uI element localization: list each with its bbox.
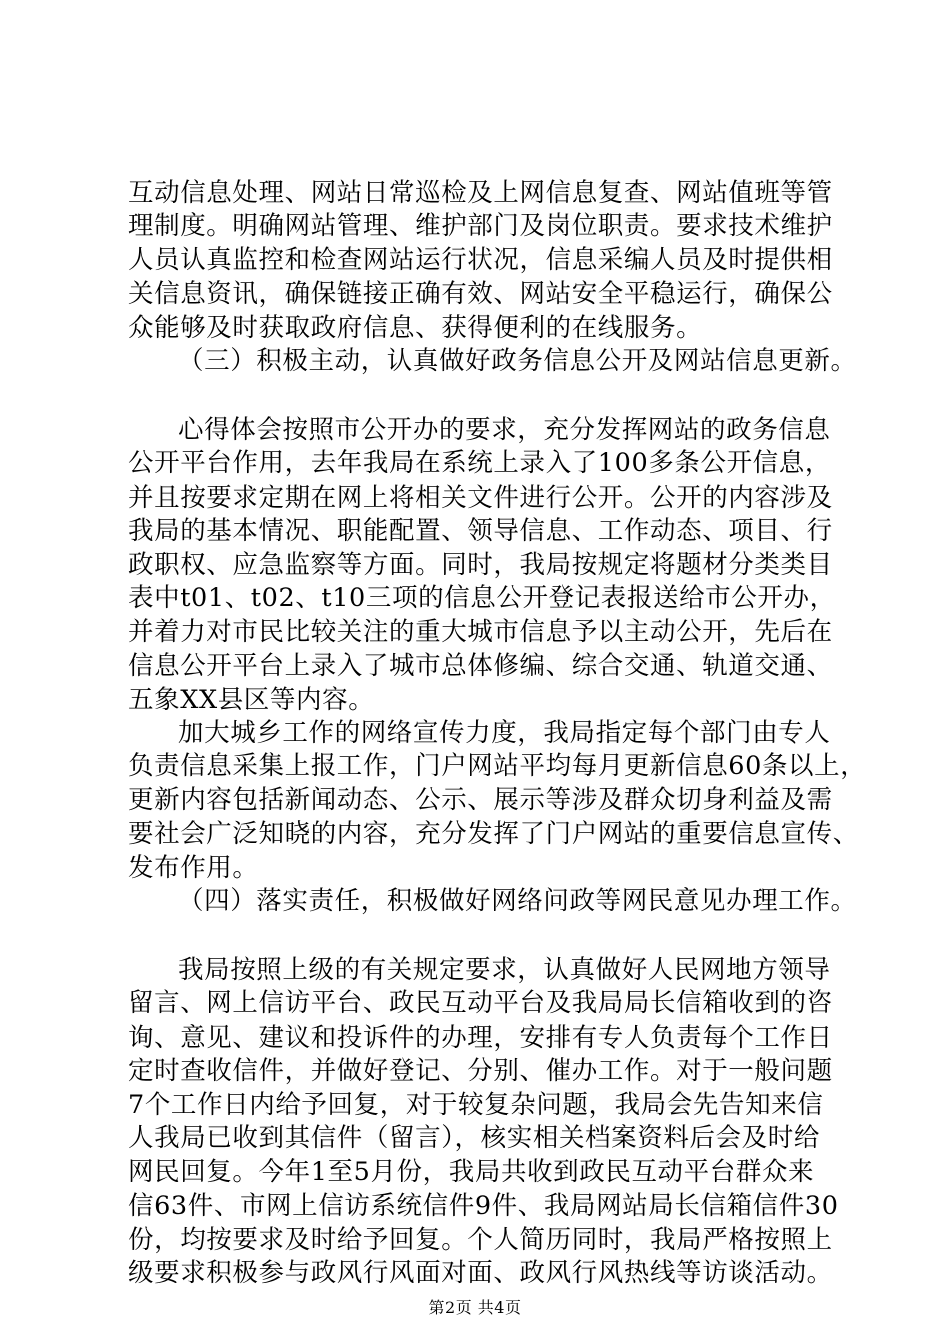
paragraph-3-line-3: 并且按要求定期在网上将相关文件进行公开。公开的内容涉及 [128,483,833,513]
paragraph-4-line-5: 发布作用。 [128,853,259,883]
paragraph-4-line-1: 加大城乡工作的网络宣传力度，我局指定每个部门由专人 [178,718,831,748]
paragraph-6-line-8: 信63件、市网上信访系统信件9件、我局网站局长信箱信件30 [128,1191,839,1221]
paragraph-6-line-2: 留言、网上信访平台、政民互动平台及我局局长信箱收到的咨 [128,988,833,1018]
paragraph-6-line-7: 网民回复。今年1至5月份，我局共收到政民互动平台群众来 [128,1157,815,1187]
paragraph-1-line-4: 关信息资讯，确保链接正确有效、网站安全平稳运行，确保公 [128,279,833,309]
paragraph-3-line-8: 信息公开平台上录入了城市总体修编、综合交通、轨道交通、 [128,651,833,681]
paragraph-4-line-4: 要社会广泛知晓的内容，充分发挥了门户网站的重要信息宣传、 [128,819,859,849]
section-heading-4: （四）落实责任，积极做好网络问政等网民意见办理工作。 [178,886,857,916]
paragraph-6-line-3: 询、意见、建议和投诉件的办理，安排有专人负责每个工作日 [128,1023,833,1053]
paragraph-6-line-9: 份，均按要求及时给予回复。个人简历同时，我局严格按照上 [128,1225,833,1255]
paragraph-1-line-1: 互动信息处理、网站日常巡检及上网信息复查、网站值班等管 [128,178,833,208]
paragraph-3-line-5: 政职权、应急监察等方面。同时，我局按规定将题材分类类目 [128,550,833,580]
paragraph-1-line-3: 人员认真监控和检查网站运行状况，信息采编人员及时提供相 [128,245,833,275]
paragraph-3-line-6: 表中t01、t02、t10三项的信息公开登记表报送给市公开办， [128,583,836,613]
paragraph-6-line-10: 级要求积极参与政风行风面对面、政风行风热线等访谈活动。 [128,1258,833,1288]
paragraph-3-line-9: 五象XX县区等内容。 [128,685,375,715]
section-heading-3: （三）积极主动，认真做好政务信息公开及网站信息更新。 [178,346,857,376]
paragraph-3-line-1: 心得体会按照市公开办的要求，充分发挥网站的政务信息 [178,415,831,445]
paragraph-4-line-3: 更新内容包括新闻动态、公示、展示等涉及群众切身利益及需 [128,785,833,815]
paragraph-1-line-2: 理制度。明确网站管理、维护部门及岗位职责。要求技术维护 [128,211,833,241]
paragraph-3-line-2: 公开平台作用，去年我局在系统上录入了100多条公开信息， [128,448,831,478]
paragraph-1-line-5: 众能够及时获取政府信息、获得便利的在线服务。 [128,313,703,343]
paragraph-3-line-7: 并着力对市民比较关注的重大城市信息予以主动公开，先后在 [128,617,833,647]
paragraph-6-line-6: 人我局已收到其信件（留言），核实相关档案资料后会及时给 [128,1123,820,1153]
paragraph-6-line-4: 定时查收信件，并做好登记、分别、催办工作。对于一般问题 [128,1056,833,1086]
paragraph-3-line-4: 我局的基本情况、职能配置、领导信息、工作动态、项目、行 [128,516,833,546]
paragraph-4-line-2: 负责信息采集上报工作，门户网站平均每月更新信息60条以上， [128,751,867,781]
page-number-footer: 第2页 共4页 [428,1298,522,1317]
paragraph-6-line-5: 7个工作日内给予回复，对于较复杂问题，我局会先告知来信 [128,1090,824,1120]
paragraph-6-line-1: 我局按照上级的有关规定要求，认真做好人民网地方领导 [178,955,831,985]
